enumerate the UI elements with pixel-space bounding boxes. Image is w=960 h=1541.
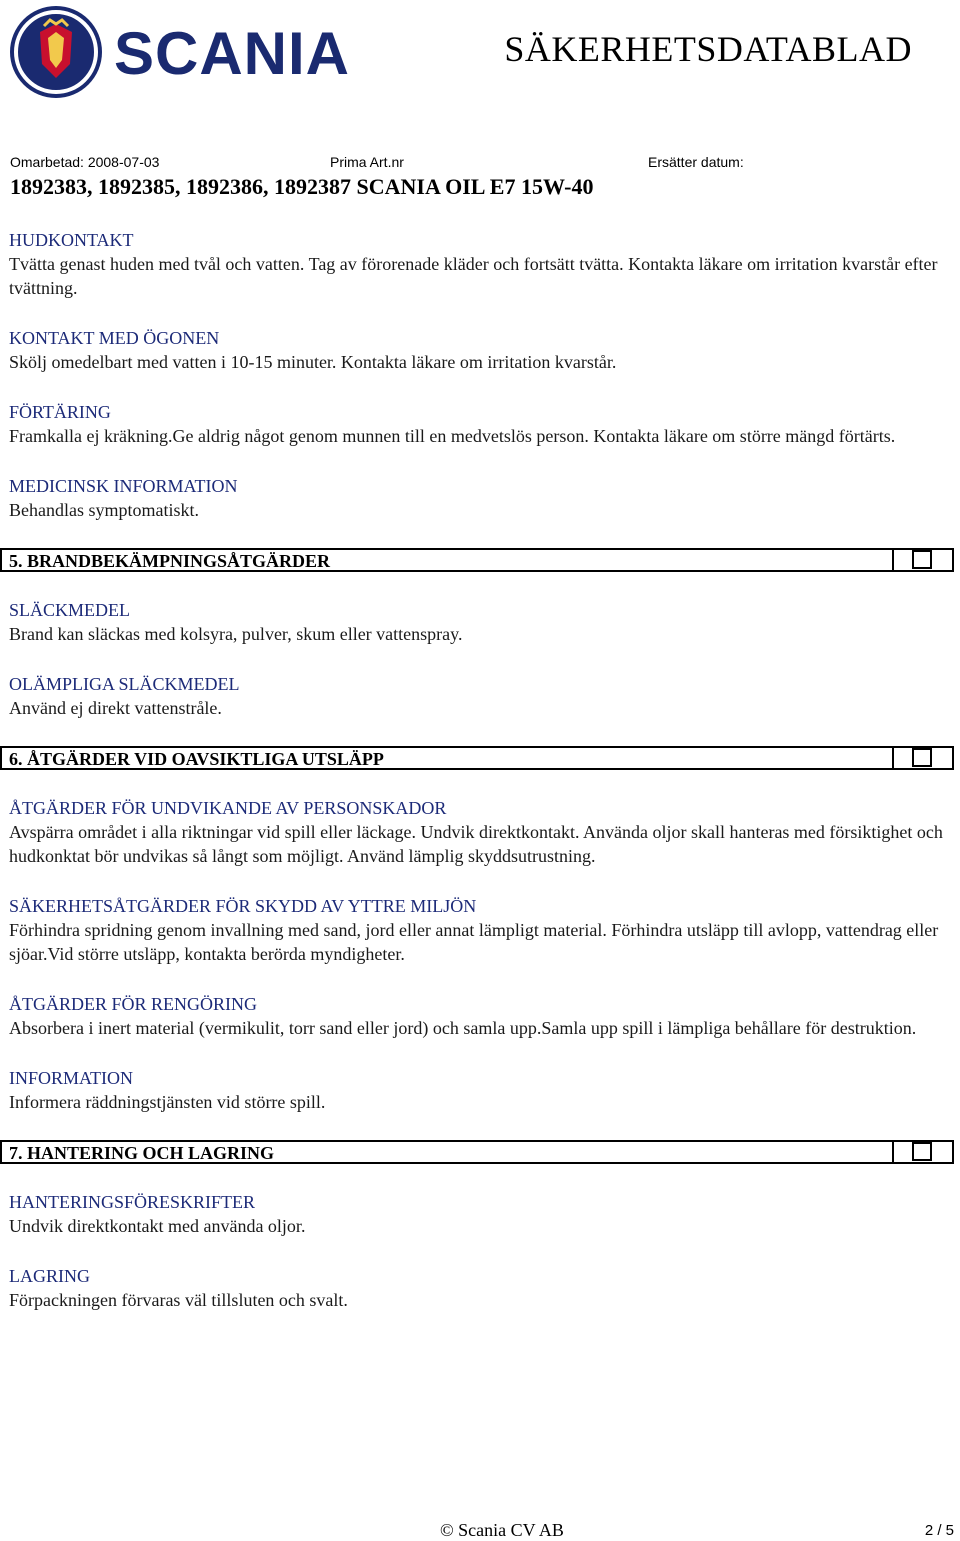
heading-medical-info: MEDICINSK INFORMATION [9,476,238,496]
heading-environmental-precautions: SÄKERHETSÅTGÄRDER FÖR SKYDD AV YTTRE MILJÖN [9,896,477,916]
section-5-title: 5. BRANDBEKÄMPNINGSÅTGÄRDER [9,551,331,571]
heading-cleanup: ÅTGÄRDER FÖR RENGÖRING [9,994,258,1014]
section-5-checkbox [912,550,932,569]
revised-date: Omarbetad: 2008-07-03 [10,154,160,170]
text-ingestion: Framkalla ej kräkning.Ge aldrig något genom munnen till en medvetslös person. Kontakta läkare om större mängd förtärts. [9,426,896,446]
text-eye-contact: Skölj omedelbart med vatten i 10-15 minuter. Kontakta läkare om irritation kvarstår. [9,352,617,372]
scania-logo [6,2,386,102]
heading-unsuitable-media: OLÄMPLIGA SLÄCKMEDEL [9,674,240,694]
heading-eye-contact: KONTAKT MED ÖGONEN [9,328,220,348]
text-handling: Undvik direktkontakt med använda oljor. [9,1216,306,1236]
section-5-header [0,548,954,572]
logo-wordmark: SCANIA [114,20,351,87]
product-title: 1892383, 1892385, 1892386, 1892387 SCANIA OIL E7 15W-40 [10,174,594,199]
text-environmental-precautions: Förhindra spridning genom invallning med sand, jord eller annat lämpligt material. Förhindra utsläpp till avlopp, vattendrag eller sjöar.Vid större utsläpp, kontakta berörda myndigheter. [9,920,939,964]
section-6-title: 6. ÅTGÄRDER VID OAVSIKTLIGA UTSLÄPP [9,749,384,769]
text-unsuitable-media: Använd ej direkt vattenstråle. [9,698,222,718]
document-title: SÄKERHETSDATABLAD [504,29,912,69]
section-7-title: 7. HANTERING OCH LAGRING [9,1143,275,1163]
heading-storage: LAGRING [9,1266,90,1286]
page-number: 2 / 5 [924,1522,954,1539]
text-information: Informera räddningstjänsten vid större spill. [9,1092,326,1112]
heading-extinguishing-media: SLÄCKMEDEL [9,600,130,620]
heading-personal-precautions: ÅTGÄRDER FÖR UNDVIKANDE AV PERSONSKADOR [9,798,447,818]
section-7-header [0,1140,954,1164]
copyright: © Scania CV AB [440,1520,564,1540]
text-storage: Förpackningen förvaras väl tillsluten och svalt. [9,1290,348,1310]
text-personal-precautions: Avspärra området i alla riktningar vid spill eller läckage. Undvik direktkontakt. Använda oljor skall hanteras med försiktighet och hudkonktat bör undvikas så långt som möjligt. Använd lämplig skyddsutrustning. [9,822,943,866]
text-medical-info: Behandlas symptomatiskt. [9,500,199,520]
text-extinguishing-media: Brand kan släckas med kolsyra, pulver, skum eller vattenspray. [9,624,463,644]
heading-information: INFORMATION [9,1068,134,1088]
heading-handling: HANTERINGSFÖRESKRIFTER [9,1192,256,1212]
section-6-header [0,746,954,770]
heading-skin-contact: HUDKONTAKT [9,230,134,250]
prima-art-nr: Prima Art.nr [330,154,404,170]
text-cleanup: Absorbera i inert material (vermikulit, torr sand eller jord) och samla upp.Samla upp spill i lämpliga behållare för destruktion. [9,1018,917,1038]
document-body [9,228,954,1312]
replaces-date: Ersätter datum: [648,154,744,170]
section-7-checkbox [912,1142,932,1161]
text-skin-contact: Tvätta genast huden med tvål och vatten. Tag av förorenade kläder och fortsätt tvätta. Kontakta läkare om irritation kvarstår efter tvättning. [9,254,938,298]
page-header [0,0,960,110]
page-footer [0,1520,960,1540]
section-6-checkbox [912,748,932,767]
heading-ingestion: FÖRTÄRING [9,402,111,422]
